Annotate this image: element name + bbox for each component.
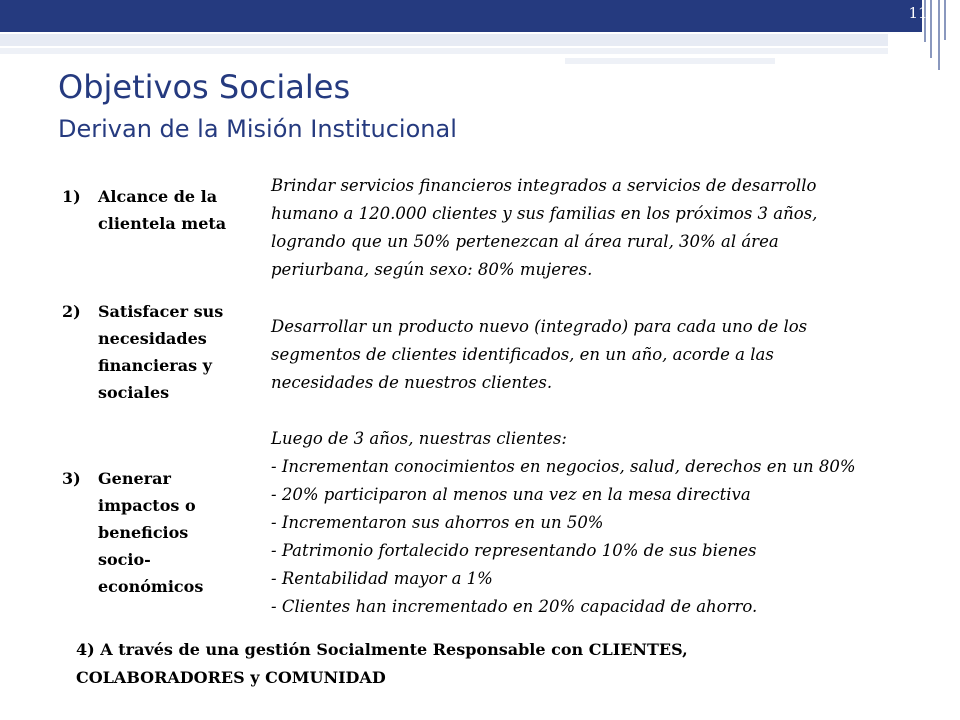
- page-number: 11: [908, 4, 928, 22]
- objective-label-line: Generar: [98, 469, 171, 488]
- footer-statement: [76, 636, 916, 692]
- header-bar: [0, 0, 922, 32]
- description-line: Desarrollar un producto nuevo (integrado) para cada uno de los: [271, 317, 808, 336]
- objective-label-line: económicos: [98, 577, 204, 596]
- description-line: humano a 120.000 clientes y sus familias en los próximos 3 años,: [271, 204, 818, 223]
- objective-number: 3): [62, 469, 81, 488]
- slide-title: Objetivos Sociales: [58, 68, 351, 106]
- description-line: - Incrementan conocimientos en negocios, salud, derechos en un 80%: [271, 457, 856, 476]
- objective-number: 2): [62, 302, 81, 321]
- objective-label-line: Satisfacer sus: [98, 302, 224, 321]
- objective-3-description: [271, 425, 951, 621]
- footer-line: 4) A través de una gestión Socialmente Responsable con CLIENTES,: [76, 640, 688, 659]
- objective-label: [98, 298, 268, 406]
- objective-label-line: beneficios: [98, 523, 189, 542]
- objective-1-description: [271, 172, 951, 284]
- description-line: - 20% participaron al menos una vez en la mesa directiva: [271, 485, 751, 504]
- objective-label-line: socio-: [98, 550, 151, 569]
- objective-number: 1): [62, 187, 81, 206]
- slide-subtitle: Derivan de la Misión Institucional: [58, 115, 457, 143]
- decor-vertical-line: [930, 0, 932, 58]
- objective-label-line: financieras y: [98, 356, 212, 375]
- description-line: Brindar servicios financieros integrados a servicios de desarrollo: [271, 176, 817, 195]
- description-line: logrando que un 50% pertenezcan al área rural, 30% al área: [271, 232, 779, 251]
- description-line: periurbana, según sexo: 80% mujeres.: [271, 260, 593, 279]
- objective-label-line: sociales: [98, 383, 170, 402]
- description-line: - Incrementaron sus ahorros en un 50%: [271, 513, 604, 532]
- objective-label: [98, 183, 268, 237]
- description-line: - Clientes han incrementado en 20% capacidad de ahorro.: [271, 597, 758, 616]
- objective-label-line: Alcance de la: [98, 187, 218, 206]
- header-accent-bar-thin: [0, 48, 888, 54]
- description-line: - Patrimonio fortalecido representando 10% de sus bienes: [271, 541, 757, 560]
- footer-line: COLABORADORES y COMUNIDAD: [76, 668, 386, 687]
- objective-label-line: impactos o: [98, 496, 196, 515]
- decor-vertical-line: [938, 0, 940, 70]
- description-line: necesidades de nuestros clientes.: [271, 373, 553, 392]
- objective-label-line: necesidades: [98, 329, 207, 348]
- decor-vertical-line: [944, 0, 946, 40]
- objective-label: [98, 465, 268, 600]
- description-line: Luego de 3 años, nuestras clientes:: [271, 429, 567, 448]
- objective-2-description: [271, 313, 951, 397]
- description-line: - Rentabilidad mayor a 1%: [271, 569, 493, 588]
- objective-label-line: clientela meta: [98, 214, 227, 233]
- description-line: segmentos de clientes identificados, en un año, acorde a las: [271, 345, 774, 364]
- header-accent-bar: [0, 34, 888, 46]
- header-accent-bar-short: [565, 58, 775, 64]
